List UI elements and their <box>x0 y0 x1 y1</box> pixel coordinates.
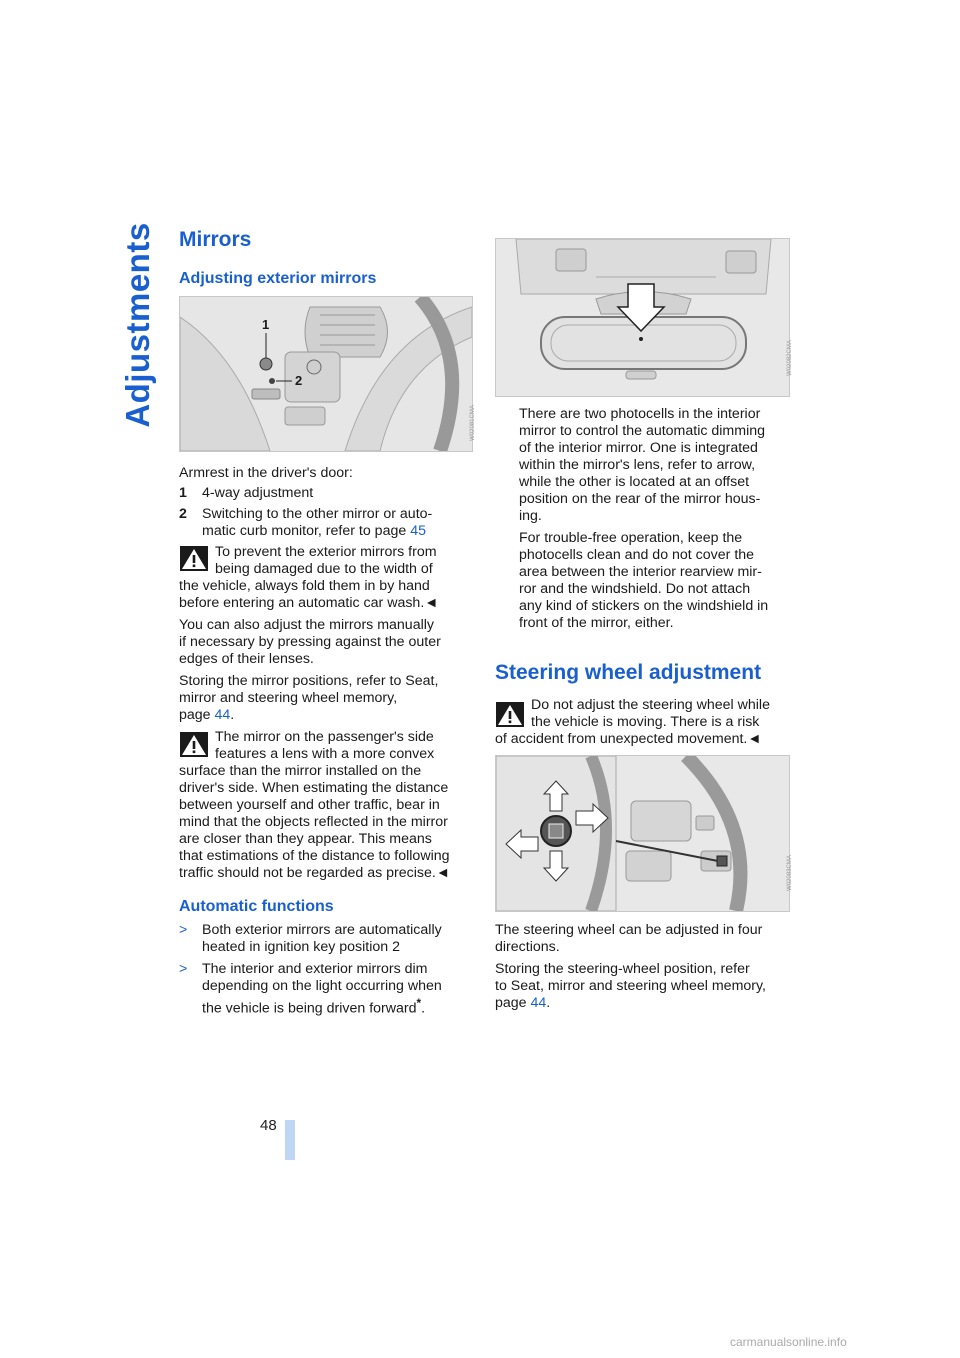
warning2-line1: The mirror on the passenger's side <box>215 729 434 745</box>
door-panel-illustration <box>180 297 472 451</box>
warning-icon <box>496 702 524 727</box>
steering-column-illustration <box>496 756 789 911</box>
paragraph-photocells: There are two photocells in the interior mirror to control the automatic dimming of the interior mirror. One is integrated within the mirror's lens, refer to arrow, while the other is located at an offset position on the rear of the mirror hous- ing. <box>519 406 766 524</box>
optional-equipment-asterisk: * <box>416 996 422 1010</box>
figure-code-exterior: W02081CMA <box>469 405 476 441</box>
page-reference-link[interactable]: 44 <box>214 707 231 723</box>
item-number: 2 <box>179 506 187 522</box>
end-marker: ◄ <box>747 731 762 747</box>
footer-watermark: carmanualsonline.info <box>730 1335 847 1349</box>
list-item-1 <box>179 485 479 502</box>
exterior-mirror-control-figure <box>179 296 473 452</box>
paragraph-storing-steering: Storing the steering-wheel position, refer to Seat, mirror and steering wheel memory, page 44. <box>495 961 766 1011</box>
page-reference-link[interactable]: 44 <box>530 995 547 1011</box>
warning1-line1: To prevent the exterior mirrors from <box>215 544 437 560</box>
warning-icon <box>180 546 208 571</box>
item-text-line1: Switching to the other mirror or auto- <box>202 506 433 522</box>
bullet-item-2: > The interior and exterior mirrors dim depending on the light occurring when the vehicle is being driven forward*. <box>179 961 442 1017</box>
page-reference-link[interactable]: 45 <box>410 523 426 539</box>
paragraph-four-directions: The steering wheel can be adjusted in four directions. <box>495 922 763 955</box>
paragraph-storing-positions: Storing the mirror positions, refer to Seat, mirror and steering wheel memory, page 44. <box>179 673 439 723</box>
warning2-body: surface than the mirror installed on the driver's side. When estimating the distance between yourself and other traffic, bear in mind that the objects reflected in the mirror are closer than they appear. This means that estimations of the distance to following traffic should not be regarded as precise.◄ <box>179 763 450 881</box>
list-item-2 <box>179 506 479 540</box>
item-text-line2: matic curb monitor, refer to page <box>202 523 411 539</box>
bullet-marker: > <box>179 922 188 938</box>
paragraph-manual-adjust: You can also adjust the mirrors manually if necessary by pressing against the outer edges of their lenses. <box>179 617 441 667</box>
steering-warning-line1: Do not adjust the steering wheel while <box>531 697 770 713</box>
bullet-marker: > <box>179 961 188 977</box>
side-title-text: Adjustments <box>119 222 156 428</box>
warning1-line2: being damaged due to the width of <box>215 561 433 577</box>
steering-warning-line3: of accident from unexpected movement.◄ <box>495 731 762 747</box>
paragraph-photocell-care: For trouble-free operation, keep the photocells clean and do not cover the area between the interior rearview mir- ror and the windshield. Do not attach any kind of stickers on the windshield in front of the mirror, either. <box>519 530 769 631</box>
steering-warning-line2: the vehicle is moving. There is a risk <box>531 714 760 730</box>
item-text: 4-way adjustment <box>202 485 314 501</box>
steering-adjustment-figure <box>495 755 790 912</box>
automatic-functions-heading: Automatic functions <box>179 898 334 915</box>
side-section-title <box>108 222 168 428</box>
interior-mirror-illustration <box>496 239 789 396</box>
mirrors-heading: Mirrors <box>179 228 252 251</box>
figure-caption: Armrest in the driver's door: <box>179 465 353 481</box>
page-number-bar <box>285 1120 295 1160</box>
warning-icon <box>180 732 208 757</box>
bullet-item-1: > Both exterior mirrors are automatically heated in ignition key position 2 <box>179 922 442 955</box>
item-number: 1 <box>179 485 187 501</box>
figure-code-interior: W02082CMA <box>786 340 793 376</box>
warning2-line2: features a lens with a more convex <box>215 746 435 762</box>
figure-code-steering: W02083CMA <box>786 855 793 891</box>
page-number: 48 <box>260 1117 277 1134</box>
warning1-line3: the vehicle, always fold them in by hand <box>179 578 430 594</box>
steering-wheel-heading: Steering wheel adjustment <box>495 661 762 684</box>
end-marker: ◄ <box>424 595 439 611</box>
end-marker: ◄ <box>435 865 450 881</box>
warning1-line4: before entering an automatic car wash.◄ <box>179 595 439 611</box>
exterior-mirrors-heading: Adjusting exterior mirrors <box>179 270 377 287</box>
interior-mirror-figure <box>495 238 790 397</box>
callout-2: 2 <box>295 373 303 388</box>
callout-1: 1 <box>262 317 270 332</box>
